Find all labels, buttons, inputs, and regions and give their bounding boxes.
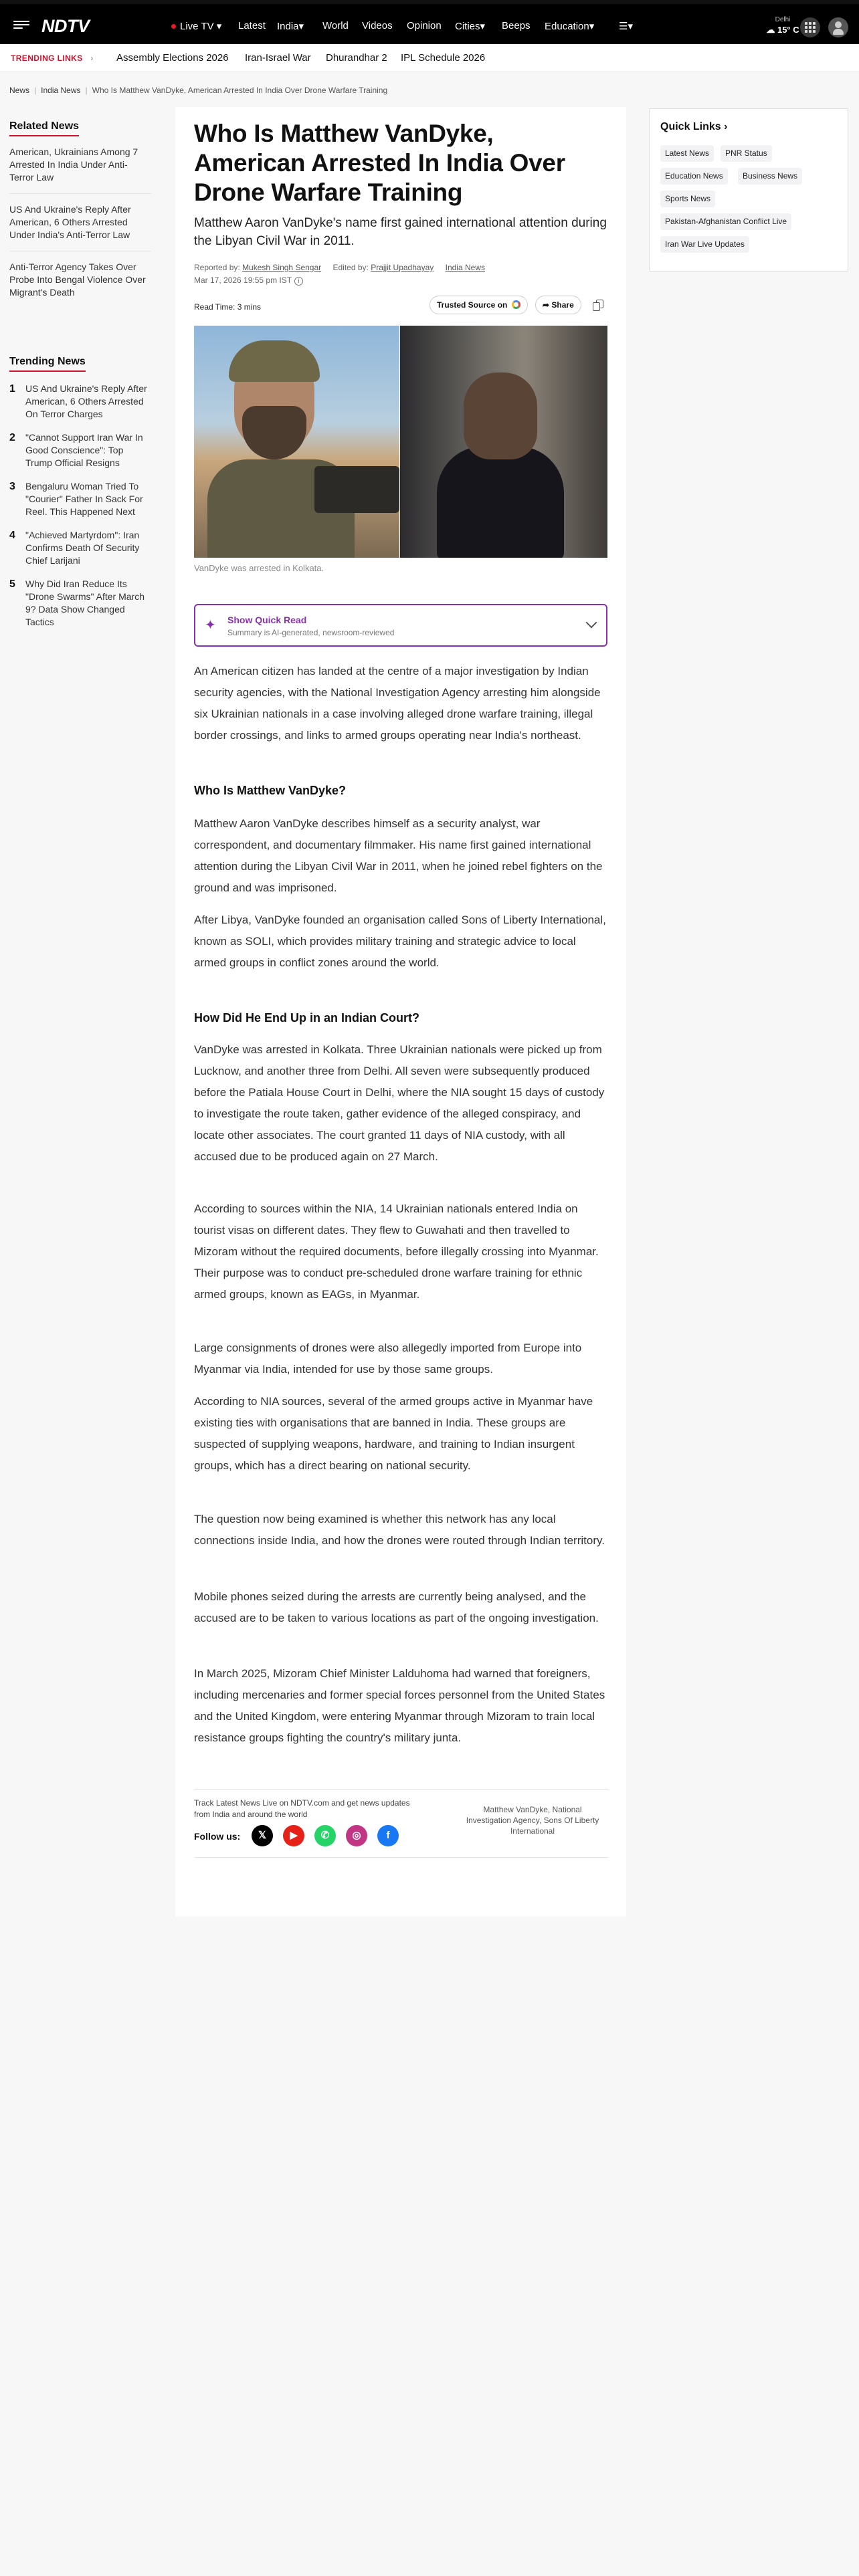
share-icon: ➦	[543, 300, 552, 310]
weather-city: Delhi	[775, 16, 791, 23]
related-news-item[interactable]: Anti-Terror Agency Takes Over Probe Into Bengal Violence Over Migrant's Death	[9, 261, 146, 298]
trending-news-item[interactable]: 1 US And Ukraine's Reply After American, 6 Others Arrested On Terror Charges	[9, 383, 147, 419]
nav-cities[interactable]: Cities▾	[455, 21, 486, 32]
trending-link[interactable]: IPL Schedule 2026	[401, 52, 486, 64]
quick-links-heading[interactable]: Quick Links ›	[660, 121, 728, 132]
divider	[194, 1789, 609, 1790]
trending-news-section	[9, 356, 151, 629]
trending-link[interactable]: Assembly Elections 2026	[116, 52, 229, 64]
photo-left-soldier	[194, 326, 399, 558]
divider	[194, 1857, 609, 1858]
photo-right-detainee	[400, 326, 607, 558]
nav-india[interactable]: India▾	[277, 21, 304, 32]
article-paragraph: According to sources within the NIA, 14 Ukrainian nationals entered India on tourist visas on different dates. They flew to Guwahati and then travelled to Mizoram without the required documents, before illegally crossing into Myanmar. Their purpose was to conduct pre-scheduled drone warfare training for ethnic armed groups, known as EAGs, in Myanmar.	[194, 1202, 599, 1301]
section-link[interactable]: India News	[445, 263, 485, 272]
nav-beeps[interactable]: Beeps	[502, 20, 531, 31]
menu-icon[interactable]	[13, 19, 29, 33]
reporter-link[interactable]: Mukesh Singh Sengar	[242, 263, 322, 272]
breadcrumb-news[interactable]: News	[9, 86, 30, 95]
nav-world[interactable]: World	[322, 20, 349, 31]
cloud-icon: ☁	[766, 25, 777, 35]
apps-grid-icon[interactable]	[800, 17, 820, 37]
related-news-section	[9, 120, 151, 308]
trending-links-label: TRENDING LINKS ›	[11, 53, 94, 63]
quick-read-title: Show Quick Read	[227, 615, 307, 625]
editor-link[interactable]: Prajjit Upadhayay	[371, 263, 434, 272]
quick-link-chip[interactable]: Sports News	[660, 191, 715, 207]
trending-link[interactable]: Dhurandhar 2	[326, 52, 387, 64]
whatsapp-icon[interactable]: ✆	[314, 1825, 336, 1846]
quick-link-chip[interactable]: Latest News	[660, 145, 714, 162]
trending-news-item[interactable]: 2 "Cannot Support Iran War In Good Conscience": Top Trump Official Resigns	[9, 432, 143, 468]
article-paragraph: According to NIA sources, several of the armed groups active in Myanmar have existing ties with organisations that are banned in India. These groups are suspected of supplying weapons, hardware, and training to Indian insurgent groups, which has a direct bearing on national security.	[194, 1395, 593, 1472]
more-menu-icon[interactable]: ☰▾	[619, 21, 633, 32]
user-avatar-icon[interactable]	[828, 17, 848, 37]
related-news-heading: Related News	[9, 120, 79, 136]
weather-temp: ☁ 15° C	[766, 25, 799, 35]
trusted-source-button[interactable]: Trusted Source on	[430, 296, 528, 314]
article-paragraph: Mobile phones seized during the arrests are currently being analysed, and the accused are to be taken to various locations as part of the ongoing investigation.	[194, 1590, 599, 1624]
quick-read-subtitle: Summary is AI-generated, newsroom-reviewed	[227, 628, 395, 637]
facebook-icon[interactable]: f	[377, 1825, 399, 1846]
google-icon	[512, 300, 520, 309]
article-tags[interactable]: Matthew VanDyke, National Investigation Agency, Sons Of Liberty International	[466, 1805, 599, 1836]
quick-link-chip[interactable]: Education News	[660, 168, 728, 185]
article-photo	[194, 326, 607, 558]
article-byline: Reported by: Mukesh Singh Sengar Edited by: Prajjit Upadhayay India News	[194, 263, 485, 272]
related-news-item[interactable]: US And Ukraine's Reply After American, 6 Others Arrested Under India's Anti-Terror Law	[9, 194, 151, 251]
article-subheading: How Did He End Up in an Indian Court?	[194, 1011, 419, 1025]
top-navbar	[0, 0, 859, 44]
article-paragraph: The question now being examined is whether this network has any local connections inside India, and how the drones were routed through Indian territory.	[194, 1513, 605, 1547]
breadcrumb: News | India News | Who Is Matthew VanDyke, American Arrested In India Over Drone Warfare Training	[9, 86, 388, 95]
trending-link[interactable]: Iran-Israel War	[245, 52, 311, 64]
article-paragraph: In March 2025, Mizoram Chief Minister Lalduhoma had warned that foreigners, including mercenaries and former special forces personnel from the United States and the United Kingdom, were entering Myanmar through Mizoram to train local resistance groups fighting the country's military junta.	[194, 1667, 605, 1744]
article-paragraph: An American citizen has landed at the centre of a major investigation by Indian security agencies, with the National Investigation Agency arresting him alongside six Ukrainian nationals in a case involving alleged drone warfare training, illegal border crossings, and links to armed groups operating near India's northeast.	[194, 665, 601, 742]
breadcrumb-india-news[interactable]: India News	[41, 86, 81, 95]
follow-us-label: Follow us:	[194, 1831, 241, 1842]
photo-caption: VanDyke was arrested in Kolkata.	[194, 563, 324, 573]
read-time: Read Time: 3 mins	[194, 302, 262, 312]
trending-news-item[interactable]: 5 Why Did Iran Reduce Its "Drone Swarms" After March 9? Data Show Changed Tactics	[9, 578, 145, 627]
chevron-down-icon	[586, 617, 597, 629]
share-button[interactable]: ➦ Share	[535, 296, 581, 314]
quick-link-chip[interactable]: Iran War Live Updates	[660, 236, 749, 253]
related-news-item[interactable]: American, Ukrainians Among 7 Arrested In India Under Anti-Terror Law	[9, 136, 151, 194]
article-paragraph: Large consignments of drones were also allegedly imported from Europe into Myanmar via India, intended for use by those same groups.	[194, 1341, 582, 1376]
nav-opinion[interactable]: Opinion	[407, 20, 442, 31]
breadcrumb-current: Who Is Matthew VanDyke, American Arrested In India Over Drone Warfare Training	[92, 86, 388, 95]
nav-live-tv[interactable]: Live TV ▾	[171, 20, 221, 32]
live-dot-icon	[171, 24, 176, 29]
quick-link-chip[interactable]: Pakistan-Afghanistan Conflict Live	[660, 213, 791, 230]
article-title: Who Is Matthew VanDyke, American Arrested In India Over Drone Warfare Training	[194, 120, 565, 206]
sparkle-icon: ✦	[205, 618, 216, 633]
weather-widget[interactable]	[763, 16, 803, 35]
article-subtitle: Matthew Aaron VanDyke's name first gained international attention during the Libyan Civil War in 2011.	[194, 216, 607, 248]
nav-latest[interactable]: Latest	[238, 20, 266, 31]
quick-read-toggle[interactable]	[194, 604, 607, 647]
quick-links-panel	[649, 108, 848, 272]
youtube-icon[interactable]: ▶	[283, 1825, 304, 1846]
nav-videos[interactable]: Videos	[362, 20, 393, 31]
article-date: Mar 17, 2026 19:55 pm IST i	[194, 276, 303, 286]
info-icon[interactable]: i	[294, 277, 303, 286]
quick-link-chip[interactable]: PNR Status	[721, 145, 772, 162]
trending-news-item[interactable]: 3 Bengaluru Woman Tried To "Courier" Father In Sack For Reel. This Happened Next	[9, 481, 143, 517]
trending-news-item[interactable]: 4 "Achieved Martyrdom": Iran Confirms Death Of Security Chief Larijani	[9, 530, 140, 566]
copy-link-icon[interactable]	[593, 300, 605, 312]
track-news-note: Track Latest News Live on NDTV.com and get news updates from India and around the world	[194, 1798, 410, 1819]
trending-news-heading: Trending News	[9, 356, 86, 372]
article-subheading: Who Is Matthew VanDyke?	[194, 784, 347, 797]
article-paragraph: VanDyke was arrested in Kolkata. Three Ukrainian nationals were picked up from Lucknow, and another three from Delhi. All seven were subsequently produced before the Patiala House Court in Delhi, where the NIA sought 15 days of custody to investigate the route taken, gather evidence of the alleged conspiracy, and locate other associates. The court granted 11 days of NIA custody, with all accused due to be produced again on 27 March.	[194, 1043, 605, 1163]
x-twitter-icon[interactable]: 𝕏	[252, 1825, 273, 1846]
article-paragraph: Matthew Aaron VanDyke describes himself as a security analyst, war correspondent, and documentary filmmaker. His name first gained international attention during the Libyan Civil War in 2011, when he joined rebel fighters on the ground and was imprisoned.	[194, 817, 603, 894]
nav-education[interactable]: Education▾	[545, 21, 595, 32]
trending-links-bar	[0, 44, 859, 72]
quick-link-chip[interactable]: Business News	[738, 168, 802, 185]
article-paragraph: After Libya, VanDyke founded an organisation called Sons of Liberty International, known as SOLI, which provides military training and strategic advice to local armed groups in conflict zones around the world.	[194, 914, 606, 969]
instagram-icon[interactable]: ◎	[346, 1825, 367, 1846]
ndtv-logo[interactable]: NDTV	[41, 16, 90, 36]
